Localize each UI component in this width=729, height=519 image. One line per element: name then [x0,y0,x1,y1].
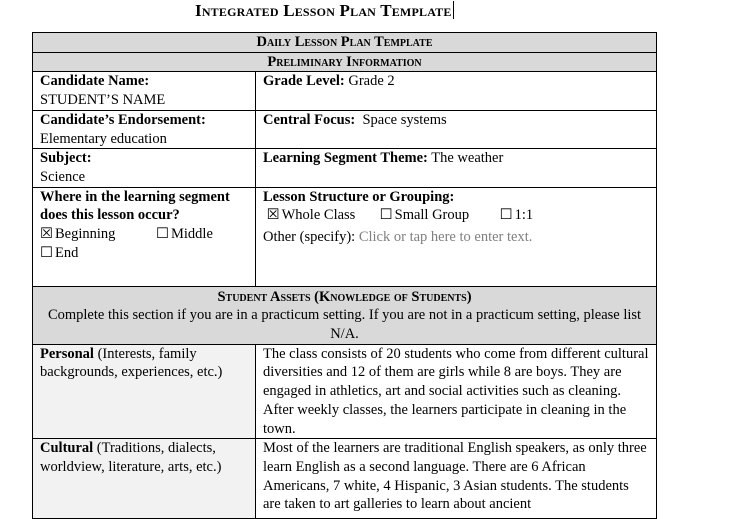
subject-value[interactable]: Science [40,168,86,185]
central-focus-cell[interactable] [256,110,657,148]
small-group-checkbox-box[interactable]: ☐ [379,207,393,224]
subject-cell[interactable] [33,149,256,187]
segment-theme-label: Learning Segment Theme: [263,150,428,167]
other-specify-field[interactable]: Click or tap here to enter text. [358,229,533,246]
segment-theme-value[interactable]: The weather [431,150,504,167]
end-checkbox[interactable] [40,244,78,263]
central-focus-value[interactable]: Space systems [362,111,447,128]
candidate-name-value[interactable]: STUDENT’S NAME [40,92,166,109]
grade-level-label: Grade Level: [263,73,345,90]
grade-level-value[interactable]: Grade 2 [348,73,395,90]
subject-label: Subject: [40,150,92,167]
one-to-one-checkbox-label: 1:1 [514,207,534,224]
student-assets-instruction: Complete this section if you are in a practicum setting. If you are not in a practicum setting, please list N/A. [47,307,642,343]
lesson-structure-cell [256,187,657,286]
daily-band [33,33,657,53]
whole-class-checkbox-label: Whole Class [281,207,356,224]
whole-class-checkbox[interactable] [267,206,380,225]
personal-text[interactable]: The class consists of 20 students who come from different cultural diversities and 12 of them are girls while 8 are boys. They are engaged in athletics, art and social activities such as cleaning. After weekly classes, the learners participate in cleaning in the town. [263,345,649,437]
cultural-label: Cultural [40,440,94,457]
beginning-checkbox-box[interactable]: ☒ [40,226,53,243]
preliminary-band [33,52,657,72]
endorsement-value[interactable]: Elementary education [40,130,167,147]
middle-checkbox-box[interactable]: ☐ [156,226,169,243]
middle-checkbox[interactable] [156,225,213,244]
whole-class-checkbox-box[interactable]: ☒ [266,207,280,224]
personal-text-cell[interactable] [256,344,657,439]
beginning-checkbox-label: Beginning [55,226,116,243]
endorsement-label: Candidate’s Endorsement: [40,111,206,128]
small-group-checkbox-label: Small Group [394,207,470,224]
daily-band-text: Daily Lesson Plan Template [256,34,433,50]
candidate-name-label: Candidate Name: [40,73,150,90]
beginning-checkbox[interactable] [40,225,156,244]
personal-hint: (Interests, family backgrounds, experiences, etc.) [40,345,223,381]
personal-label-cell [33,344,256,439]
cultural-label-cell [33,439,256,519]
cultural-hint: (Traditions, dialects, worldview, literature, arts, etc.) [40,440,222,475]
end-checkbox-box[interactable]: ☐ [40,244,53,261]
text-cursor [453,1,454,19]
document-title [195,0,454,22]
student-assets-band [33,286,657,344]
one-to-one-checkbox-box[interactable]: ☐ [499,207,513,224]
cultural-text-cell[interactable] [256,439,657,519]
lesson-structure-label: Lesson Structure or Grouping: [263,188,455,205]
preliminary-band-text: Preliminary Information [267,53,422,70]
segment-position-label: Where in the learning segment does this lesson occur? [40,188,230,224]
central-focus-label: Central Focus: [263,111,356,128]
personal-label: Personal [40,345,94,362]
lesson-plan-table [32,32,657,519]
student-assets-heading: Student Assets (Knowledge of Students) [217,288,472,305]
document-title-text: Integrated Lesson Plan Template [195,1,452,20]
small-group-checkbox[interactable] [380,206,500,225]
segment-theme-cell[interactable] [256,149,657,187]
other-specify-label: Other (specify): [263,229,356,246]
one-to-one-checkbox[interactable] [500,206,534,225]
middle-checkbox-label: Middle [171,226,213,243]
grade-level-cell[interactable] [256,72,657,110]
endorsement-cell[interactable] [33,110,256,148]
end-checkbox-label: End [55,244,79,261]
segment-position-cell [33,187,256,286]
candidate-name-cell[interactable] [33,72,256,110]
cultural-text[interactable]: Most of the learners are traditional English speakers, as only three learn English as a second language. There are 6 African Americans, 7 white, 4 Hispanic, 3 Asian students. The students are taken to art galleries to learn about ancient [263,440,647,513]
